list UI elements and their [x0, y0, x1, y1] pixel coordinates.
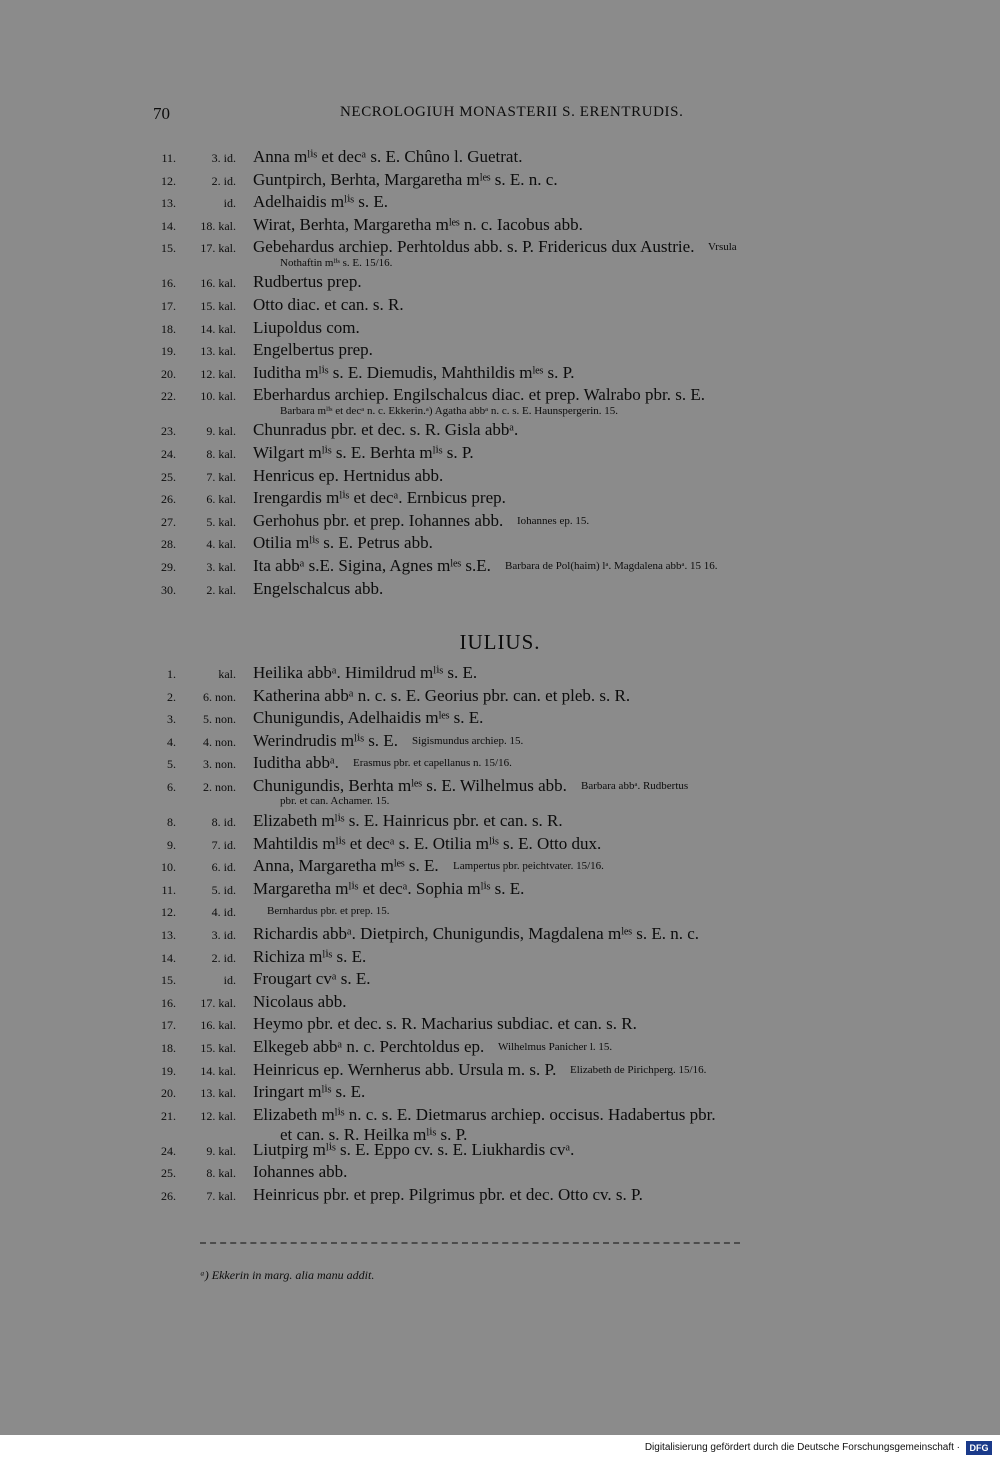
entry-row: [0, 924, 1000, 947]
entry-text: Heilika abbᵃ. Himildrud mˡⁱˢ s. E.: [253, 663, 478, 682]
entry-text: Anna, Margaretha mˡᵉˢ s. E.: [253, 856, 439, 876]
entry-day: 24.: [161, 1143, 176, 1158]
entry-row: [0, 340, 1000, 363]
entry-date: 13. kal.: [200, 1086, 236, 1101]
entry-day: 23.: [161, 424, 176, 439]
entry-row: [0, 776, 1000, 811]
entry-day: 8.: [167, 814, 176, 829]
entry-date: 8. kal.: [206, 1166, 236, 1181]
entry-day: 16.: [161, 276, 176, 291]
entry-date: 5. kal.: [206, 514, 236, 529]
entry-day: 18.: [161, 1040, 176, 1055]
entry-text: Nicolaus abb.: [253, 991, 347, 1011]
entry-row: [0, 272, 1000, 295]
entry-text: Iuditha abbᵃ.: [253, 753, 339, 773]
entry-text: Anna mˡⁱˢ et decᵃ s. E. Chûno l. Guetrat.: [253, 147, 523, 166]
entry-row: [0, 1104, 1000, 1144]
banner-text: Digitalisierung gefördert durch die Deutsche Forschungsgemeinschaft ·: [644, 1442, 960, 1453]
entry-day: 19.: [161, 1063, 176, 1078]
entry-row: [0, 363, 1000, 386]
entry-day: 27.: [161, 514, 176, 529]
entry-date: 3. non.: [203, 757, 236, 772]
entry-row: [0, 466, 1000, 489]
entry-day: 2.: [167, 689, 176, 704]
entry-text: Frougart cvᵃ s. E.: [253, 969, 371, 989]
entry-later-addition: Erasmus pbr. et capellanus n. 15/16.: [353, 757, 512, 770]
entry-day: 20.: [161, 366, 176, 381]
entry-row: [0, 237, 1000, 272]
entry-row: [0, 969, 1000, 992]
entry-text: Gerhohus pbr. et prep. Iohannes abb.: [253, 510, 504, 530]
entry-text: Irengardis mˡⁱˢ et decᵃ. Ernbicus prep.: [253, 488, 506, 508]
entry-date: 7. id.: [211, 837, 236, 852]
entry-row: [0, 511, 1000, 534]
entry-day: 20.: [161, 1086, 176, 1101]
entry-date: 6. non.: [203, 689, 236, 704]
entry-later-addition: Wilhelmus Panicher l. 15.: [498, 1040, 613, 1053]
entry-row: [0, 686, 1000, 709]
entry-date: 14. kal.: [200, 1063, 236, 1078]
entry-text: Elizabeth mˡⁱˢ n. c. s. E. Dietmarus archiep. occisus. Hadabertus pbr.: [253, 1104, 716, 1124]
dfg-logo[interactable]: DFG: [966, 1441, 992, 1455]
entry-date: 2. non.: [203, 779, 236, 794]
entry-text: Eberhardus archiep. Engilschalcus diac. et prep. Walrabo pbr. s. E.: [253, 385, 705, 405]
entry-text: Wilgart mˡⁱˢ s. E. Berhta mˡⁱˢ s. P.: [253, 442, 474, 462]
entry-day: 1.: [167, 667, 176, 681]
entry-date: 12. kal.: [200, 1108, 236, 1123]
entry-text: Margaretha mˡⁱˢ et decᵃ. Sophia mˡⁱˢ s. E.: [253, 878, 525, 898]
entry-row: [0, 731, 1000, 754]
entry-row: [0, 1082, 1000, 1105]
page-number: 70: [153, 104, 170, 123]
entry-text: Chunradus pbr. et dec. s. R. Gisla abbᵃ.: [253, 420, 519, 440]
entry-date: 15. kal.: [200, 1040, 236, 1055]
entry-date: 2. kal.: [206, 582, 236, 597]
divider: [200, 1242, 740, 1244]
running-head: NECROLOGIUH MONASTERII S. ERENTRUDIS.: [340, 104, 684, 120]
entries-june: [0, 147, 1000, 601]
entry-day: 25.: [161, 1166, 176, 1181]
entry-text: Ita abbᵃ s.E. Sigina, Agnes mˡᵉˢ s.E.: [253, 555, 491, 575]
entry-day: 28.: [161, 537, 176, 552]
entry-day: 11.: [161, 151, 176, 165]
entry-day: 30.: [161, 582, 176, 597]
entry-row: [0, 420, 1000, 443]
entry-date: 7. kal.: [206, 1188, 236, 1203]
entry-date: 17. kal.: [200, 995, 236, 1010]
entry-text: Engelbertus prep.: [253, 340, 373, 360]
entry-day: 4.: [167, 734, 176, 749]
entry-day: 19.: [161, 344, 176, 359]
entry-date: 16. kal.: [200, 1018, 236, 1033]
entry-date: 13. kal.: [200, 344, 236, 359]
entry-date: 3. id.: [211, 151, 236, 165]
entry-row: [0, 488, 1000, 511]
entry-day: 5.: [167, 757, 176, 772]
entry-row: [0, 811, 1000, 834]
entry-day: 12.: [161, 173, 176, 188]
entry-day: 12.: [161, 905, 176, 920]
entry-date: 4. non.: [203, 734, 236, 749]
entry-day: 15.: [161, 973, 176, 988]
entry-date: id.: [223, 196, 236, 211]
entry-text: Otilia mˡⁱˢ s. E. Petrus abb.: [253, 533, 433, 553]
entry-date: 5. non.: [203, 712, 236, 727]
entry-date: 3. kal.: [206, 559, 236, 574]
entry-day: 24.: [161, 446, 176, 461]
entry-day: 29.: [161, 559, 176, 574]
entry-row: [0, 1185, 1000, 1208]
entry-day: 10.: [161, 860, 176, 875]
entry-continuation: Barbara mˡⁱˢ et decᵃ n. c. Ekkerin.ᵃ) Agatha abbᵃ n. c. s. E. Haunspergerin. 15.: [280, 405, 619, 418]
entry-row: [0, 1060, 1000, 1083]
entry-text: Heymo pbr. et dec. s. R. Macharius subdiac. et can. s. R.: [253, 1014, 637, 1034]
entry-date: 5. id.: [211, 882, 236, 897]
entry-row: [0, 947, 1000, 970]
entry-later-addition: Barbara de Pol(haim) lᵃ. Magdalena abbᵃ. 15 16.: [505, 559, 718, 572]
entry-row: [0, 663, 1000, 686]
entry-date: 15. kal.: [200, 298, 236, 313]
entry-text: Wirat, Berhta, Margaretha mˡᵉˢ n. c. Iacobus abb.: [253, 214, 583, 234]
entry-row: [0, 753, 1000, 776]
entry-row: [0, 556, 1000, 579]
entry-text: Adelhaidis mˡⁱˢ s. E.: [253, 192, 388, 212]
entry-text: Elizabeth mˡⁱˢ s. E. Hainricus pbr. et can. s. R.: [253, 810, 563, 830]
entry-date: 6. id.: [211, 860, 236, 875]
entry-text: Werindrudis mˡⁱˢ s. E.: [253, 730, 398, 750]
entry-text: Henricus ep. Hertnidus abb.: [253, 465, 444, 485]
entry-day: 22.: [161, 389, 176, 404]
entry-day: 9.: [167, 837, 176, 852]
entry-row: [0, 533, 1000, 556]
entry-row: [0, 1140, 1000, 1163]
entry-day: 26.: [161, 1188, 176, 1203]
entry-day: 13.: [161, 927, 176, 942]
entry-text: Richiza mˡⁱˢ s. E.: [253, 946, 367, 966]
entry-text: Rudbertus prep.: [253, 272, 362, 292]
entry-date: 8. kal.: [206, 446, 236, 461]
entry-text: Katherina abbᵃ n. c. s. E. Georius pbr. can. et pleb. s. R.: [253, 685, 631, 705]
entry-text: Richardis abbᵃ. Dietpirch, Chunigundis, Magdalena mˡᵉˢ s. E. n. c.: [253, 923, 700, 943]
entry-row: [0, 1037, 1000, 1060]
entry-row: [0, 192, 1000, 215]
entry-date: 9. kal.: [206, 1143, 236, 1158]
entry-later-addition: Sigismundus archiep. 15.: [412, 734, 524, 747]
entry-later-addition: Iohannes ep. 15.: [517, 514, 590, 527]
entry-day: 17.: [161, 1018, 176, 1033]
entry-continuation: Nothaftin mˡⁱˢ s. E. 15/16.: [280, 257, 393, 270]
entry-date: 7. kal.: [206, 469, 236, 484]
entry-text: Engelschalcus abb.: [253, 578, 384, 598]
entry-continuation: et can. s. R. Heilka mˡⁱˢ s. P.: [280, 1124, 468, 1144]
entry-date: 18. kal.: [200, 218, 236, 233]
entry-day: 13.: [161, 196, 176, 211]
entry-date: 17. kal.: [200, 241, 236, 256]
entry-day: 14.: [161, 950, 176, 965]
entry-date: 10. kal.: [200, 389, 236, 404]
entry-text: Guntpirch, Berhta, Margaretha mˡᵉˢ s. E. n. c.: [253, 169, 558, 189]
entry-row: [0, 318, 1000, 341]
entry-day: 11.: [161, 882, 176, 897]
entry-date: kal.: [218, 667, 236, 681]
entry-date: 14. kal.: [200, 321, 236, 336]
entry-row: [0, 385, 1000, 420]
entry-date: 12. kal.: [200, 366, 236, 381]
entry-day: 18.: [161, 321, 176, 336]
entry-row: [0, 1162, 1000, 1185]
entry-text: Liutpirg mˡⁱˢ s. E. Eppo cv. s. E. Liukhardis cvᵃ.: [253, 1139, 575, 1159]
entry-day: 3.: [167, 712, 176, 727]
entry-text: Liupoldus com.: [253, 317, 360, 337]
entry-later-addition: Barbara abbᵃ. Rudbertus: [581, 779, 689, 792]
entry-row: [0, 992, 1000, 1015]
entry-text: Iuditha mˡⁱˢ s. E. Diemudis, Mahthildis mˡᵉˢ s. P.: [253, 362, 575, 382]
entry-row: [0, 901, 1000, 924]
entry-day: 17.: [161, 298, 176, 313]
entry-day: 14.: [161, 218, 176, 233]
entry-later-addition: Lampertus pbr. peichtvater. 15/16.: [453, 860, 604, 873]
entry-text: Elkegeb abbᵃ n. c. Perchtoldus ep.: [253, 1036, 485, 1056]
entry-date: 4. id.: [211, 905, 236, 920]
entry-date: 9. kal.: [206, 424, 236, 439]
entry-row: [0, 879, 1000, 902]
entry-text: Iringart mˡⁱˢ s. E.: [253, 1082, 366, 1102]
entry-row: [0, 856, 1000, 879]
month-title: IULIUS.: [459, 630, 541, 654]
entry-text: Chunigundis, Adelhaidis mˡᵉˢ s. E.: [253, 708, 484, 728]
entry-row: [0, 170, 1000, 193]
entry-row: [0, 147, 1000, 170]
entry-date: 8. id.: [211, 814, 236, 829]
entry-row: [0, 708, 1000, 731]
funding-banner: [0, 1435, 1000, 1461]
entry-text: Otto diac. et can. s. R.: [253, 294, 404, 314]
entry-text: Heinricus pbr. et prep. Pilgrimus pbr. et dec. Otto cv. s. P.: [253, 1184, 643, 1204]
footnote: ᵃ) Ekkerin in marg. alia manu addit.: [200, 1268, 375, 1282]
entry-day: 16.: [161, 995, 176, 1010]
entry-text: Mahtildis mˡⁱˢ et decᵃ s. E. Otilia mˡⁱˢ s. E. Otto dux.: [253, 833, 602, 853]
entry-text: Iohannes abb.: [253, 1162, 348, 1182]
entry-day: 15.: [161, 241, 176, 256]
entries-july: [0, 663, 1000, 1207]
entry-row: [0, 295, 1000, 318]
entry-later-addition: Vrsula: [708, 241, 737, 254]
entry-date: 2. id.: [211, 950, 236, 965]
entry-row: [0, 1014, 1000, 1037]
entry-date: id.: [223, 973, 236, 988]
entry-later-addition: Bernhardus pbr. et prep. 15.: [267, 905, 390, 918]
entry-date: 6. kal.: [206, 492, 236, 507]
page-header: [0, 104, 1000, 128]
entry-text: Gebehardus archiep. Perhtoldus abb. s. P. Fridericus dux Austrie.: [253, 237, 695, 257]
entry-row: [0, 579, 1000, 602]
entry-text: Heinricus ep. Wernherus abb. Ursula m. s. P.: [253, 1059, 557, 1079]
entry-date: 16. kal.: [200, 276, 236, 291]
entry-row: [0, 834, 1000, 857]
entry-row: [0, 443, 1000, 466]
entry-row: [0, 215, 1000, 238]
entry-date: 2. id.: [211, 173, 236, 188]
entry-text: Chunigundis, Berhta mˡᵉˢ s. E. Wilhelmus abb.: [253, 775, 567, 795]
entry-day: 26.: [161, 492, 176, 507]
entry-day: 25.: [161, 469, 176, 484]
entry-day: 21.: [161, 1108, 176, 1123]
entry-date: 3. id.: [211, 927, 236, 942]
entry-date: 4. kal.: [206, 537, 236, 552]
entry-later-addition: Elizabeth de Pirichperg. 15/16.: [570, 1063, 707, 1076]
entry-day: 6.: [167, 779, 176, 794]
entry-continuation: pbr. et can. Achamer. 15.: [280, 794, 390, 807]
